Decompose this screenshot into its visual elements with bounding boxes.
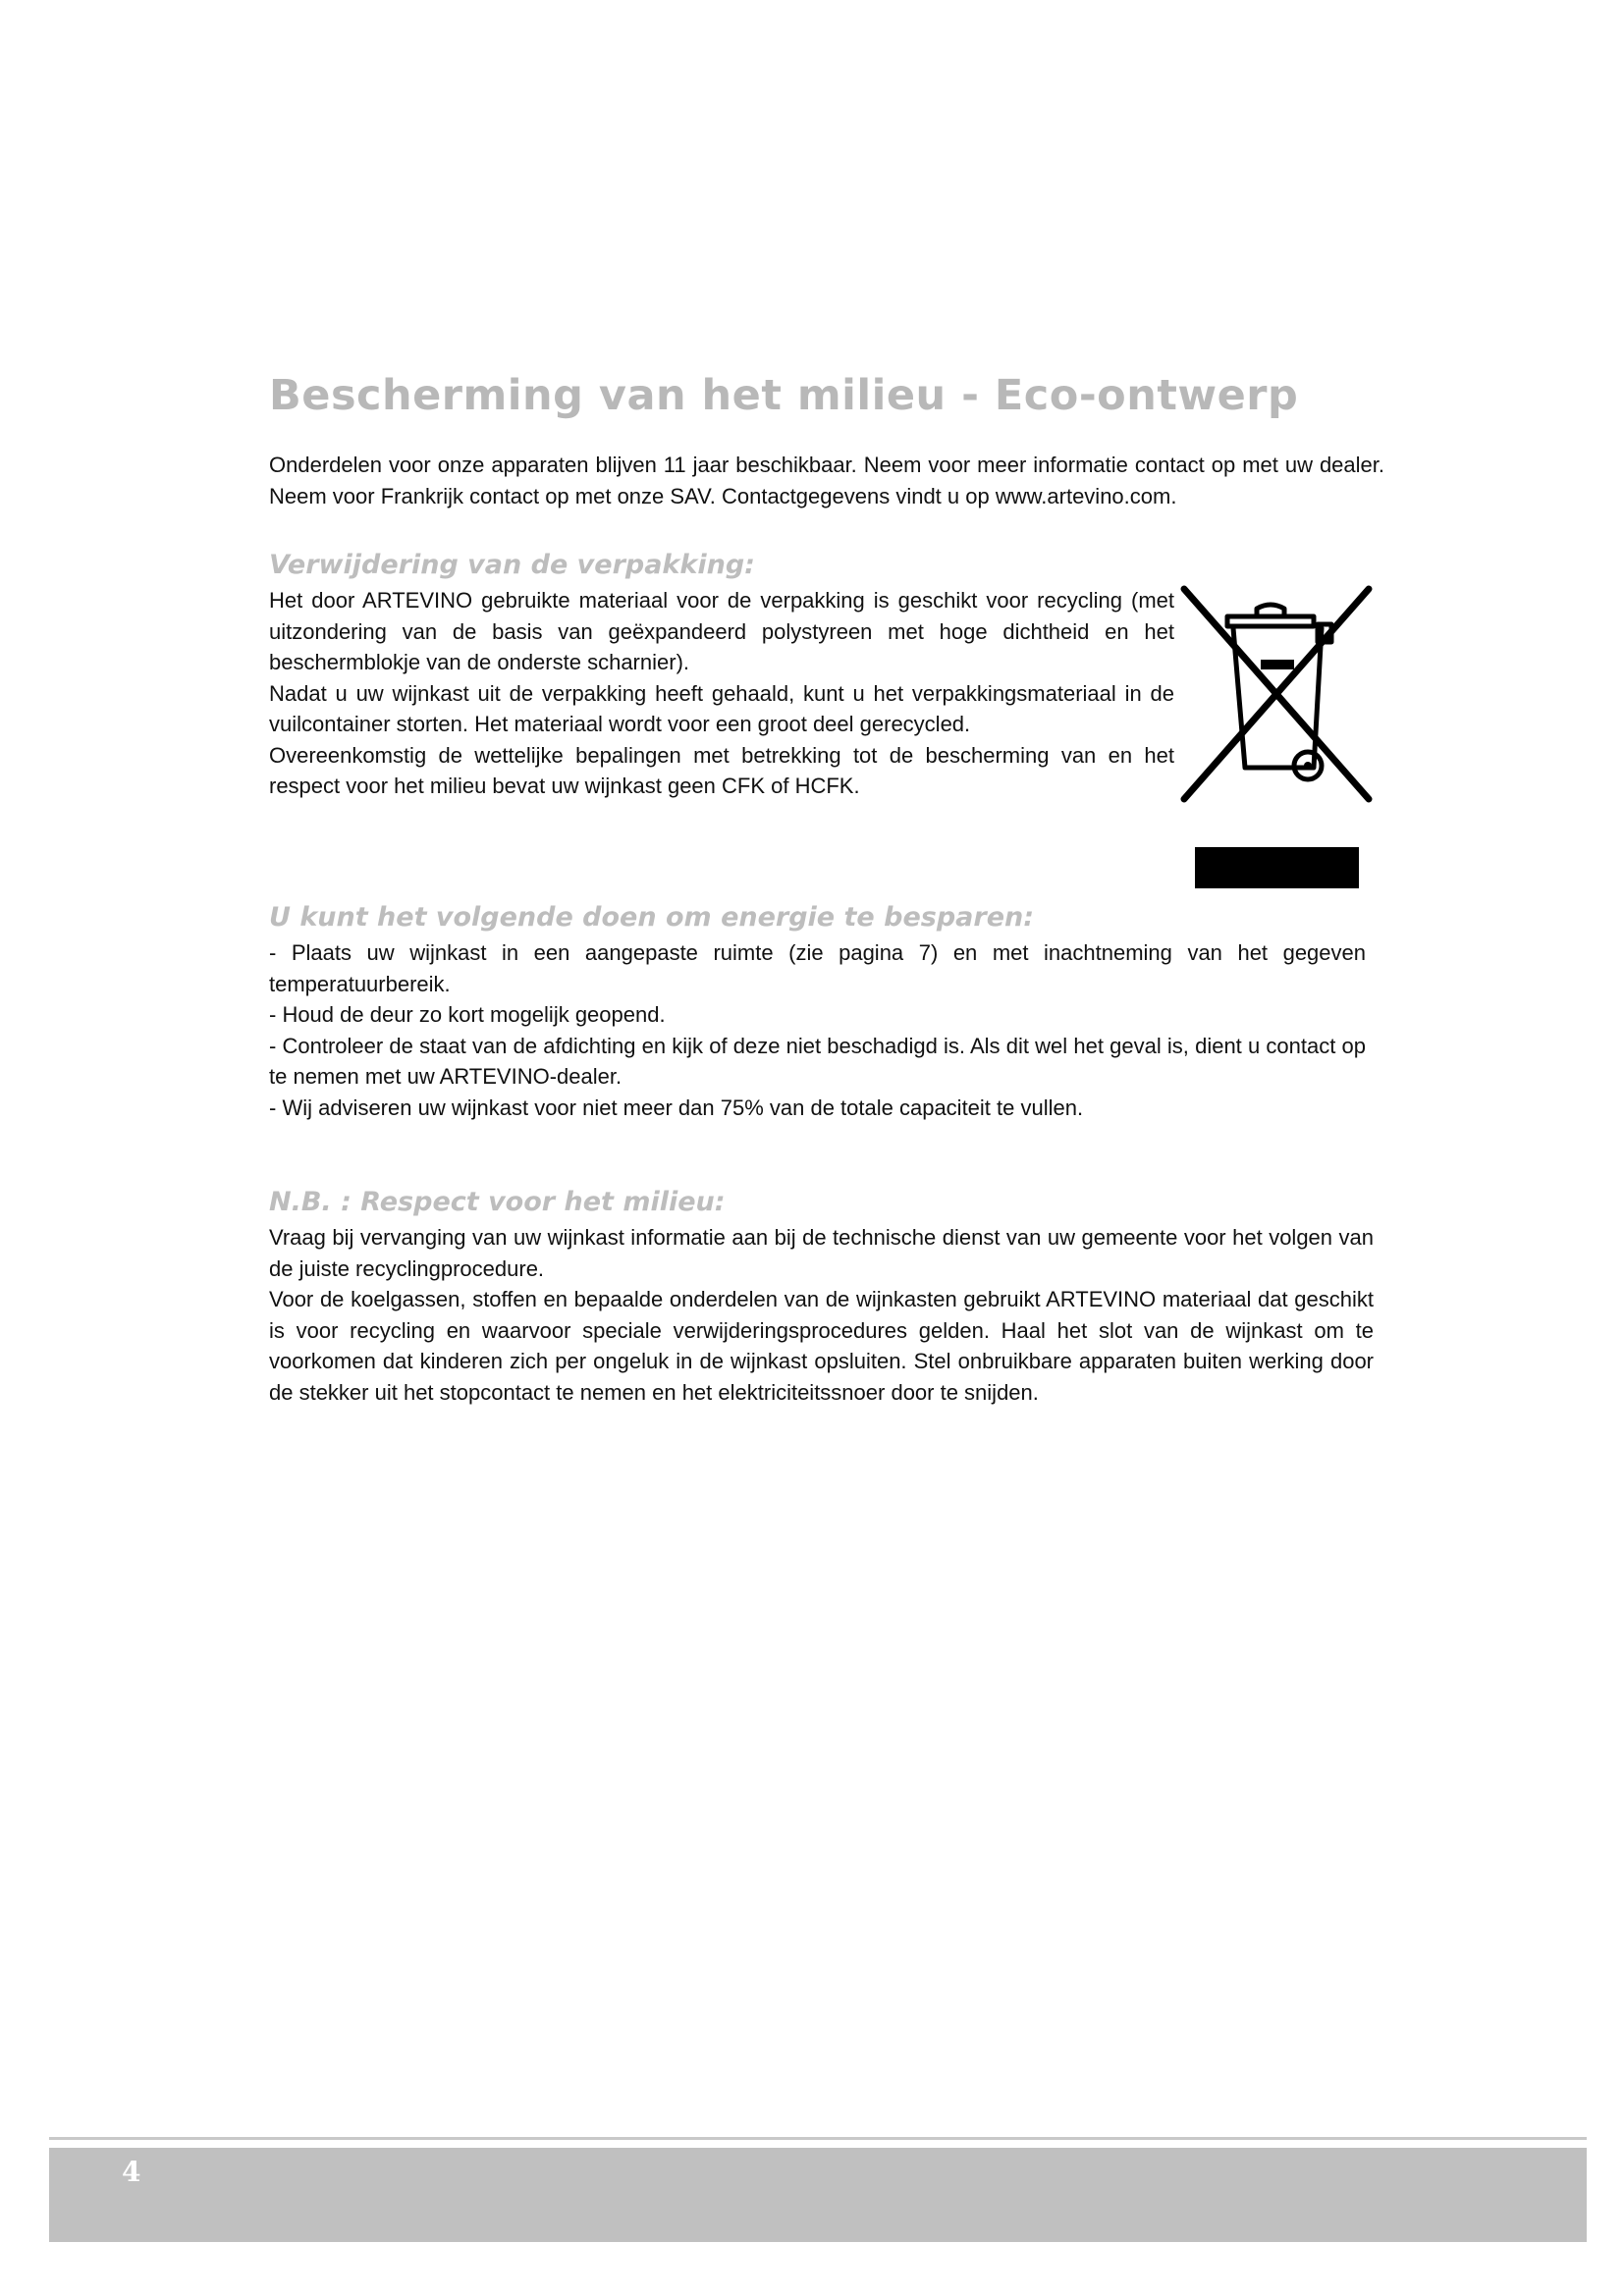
nb-heading: N.B. : Respect voor het milieu: [269,1187,726,1217]
nb-paragraph: Voor de koelgassen, stoffen en bepaalde onderdelen van de wijnkasten gebruikt ARTEVINO materiaal dat geschikt is voor recycling en waarvoor speciale verwijderingsprocedures gelden. Haal het slot van de wijnkast om te voorkomen dat kinderen zich per ongeluk in de wijnkast opsluiten. Stel onbruikbare apparaten buiten werking door de stekker uit het stopcontact te nemen en het elektriciteitssnoer door te snijden. [269,1287,1374,1405]
energy-tip: - Controleer de staat van de afdichting en kijk of deze niet beschadigd is. Als dit wel het geval is, dient u contact op te nemen met uw ARTEVINO-dealer. [269,1033,1366,1089]
packaging-paragraph: Het door ARTEVINO gebruikte materiaal voor de verpakking is geschikt voor recycling (met uitzondering van de basis van geëxpandeerd polystyreen met hoge dichtheid en het beschermblokje van de onderste scharnier). [269,588,1174,674]
energy-heading: U kunt het volgende doen om energie te besparen: [269,902,1035,933]
energy-tip: - Plaats uw wijnkast in een aangepaste ruimte (zie pagina 7) en met inachtneming van het gegeven temperatuurbereik. [269,940,1366,996]
packaging-section [269,585,1174,802]
crossed-out-wheelie-bin-icon [1176,581,1375,807]
page-title: Bescherming van het milieu - Eco-ontwerp [269,371,1299,420]
black-bar [1195,847,1359,888]
packaging-paragraph: Nadat u uw wijnkast uit de verpakking heeft gehaald, kunt u het verpakkingsmateriaal in de vuilcontainer storten. Het materiaal wordt voor een groot deel gerecycled. [269,680,1174,736]
packaging-heading: Verwijdering van de verpakking: [269,550,755,580]
energy-tip: - Wij adviseren uw wijnkast voor niet meer dan 75% van de totale capaciteit te vullen. [269,1095,1084,1120]
footer-divider [49,2137,1587,2140]
footer-bar [49,2148,1587,2242]
energy-tips [269,937,1366,1123]
page-number: 4 [122,2156,141,2188]
energy-tip: - Houd de deur zo kort mogelijk geopend. [269,1002,666,1027]
intro-paragraph: Onderdelen voor onze apparaten blijven 11 jaar beschikbaar. Neem voor meer informatie contact op met uw dealer. Neem voor Frankrijk contact op met onze SAV. Contactgegevens vindt u op www.artevino.com. [269,453,1384,508]
nb-paragraph: Vraag bij vervanging van uw wijnkast informatie aan bij de technische dienst van uw gemeente voor het volgen van de juiste recyclingprocedure. [269,1225,1374,1281]
packaging-paragraph: Overeenkomstig de wettelijke bepalingen met betrekking tot de bescherming van en het respect voor het milieu bevat uw wijnkast geen CFK of HCFK. [269,742,1174,798]
nb-section [269,1222,1374,1408]
